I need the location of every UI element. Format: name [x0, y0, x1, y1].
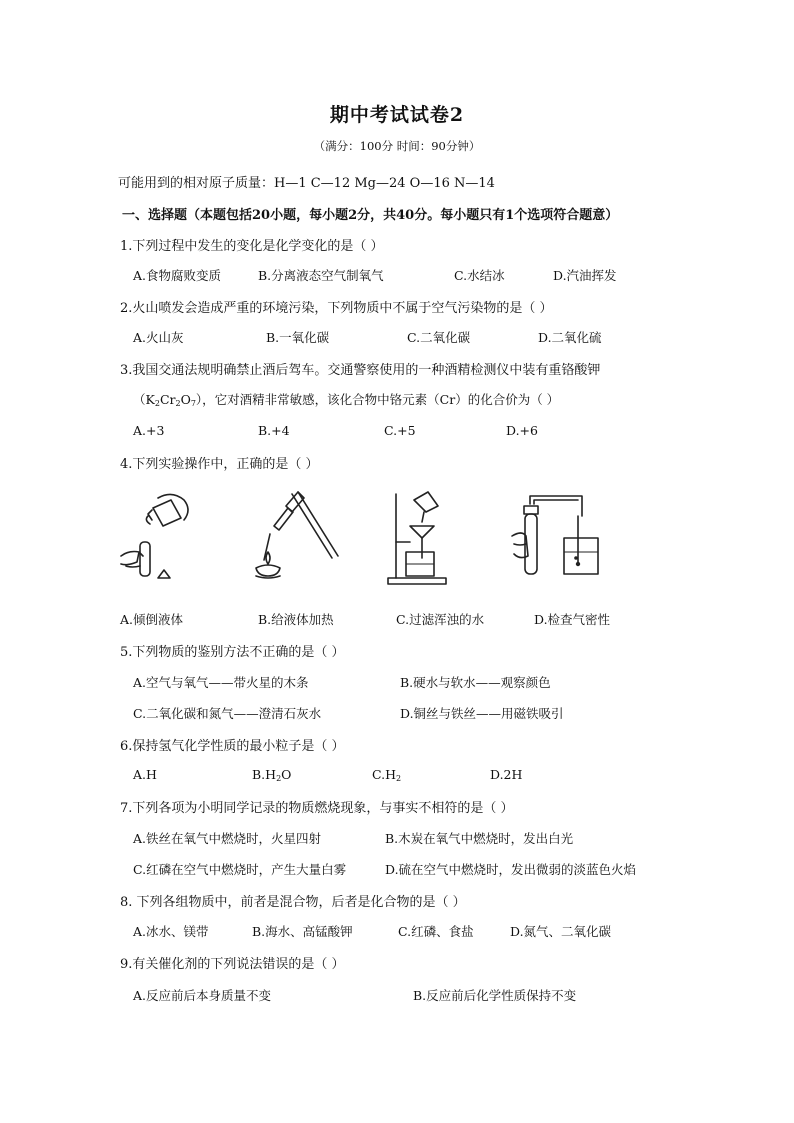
question-1-option-a: A.食物腐败变质	[133, 268, 222, 283]
question-6-option-b: $B.H_2O$	[252, 767, 292, 783]
question-8-option-b: B.海水、高锰酸钾	[252, 924, 353, 939]
question-4-option-a: A.倾倒液体	[120, 612, 184, 627]
section-heading: 一、选择题（本题包括20小题，每小题2分，共40分。每小题只有1个选项符合题意）	[122, 208, 619, 223]
question-3-option-b: B.+4	[258, 423, 290, 438]
question-4-option-c: C.过滤浑浊的水	[396, 612, 485, 627]
question-3-option-a: A.+3	[133, 423, 165, 438]
question-2-option-a: A.火山灰	[133, 330, 184, 345]
question-6-option-c: $C.H_2$	[372, 767, 402, 783]
question-2-stem: 2.火山喷发会造成严重的环境污染，下列物质中不属于空气污染物的是（ ）	[120, 301, 553, 316]
question-6-option-a: A.H	[133, 767, 157, 782]
question-6-option-d: D.2H	[490, 767, 523, 782]
question-2-option-d: D.二氧化硫	[538, 330, 602, 345]
question-5-option-a: A.空气与氧气——带火星的木条	[133, 675, 309, 690]
question-8-option-a: A.冰水、镁带	[133, 924, 209, 939]
question-7-stem: 7.下列各项为小明同学记录的物质燃烧现象，与事实不相符的是（ ）	[120, 801, 514, 816]
question-3-stem: 3.我国交通法规明确禁止酒后驾车。交通警察使用的一种酒精检测仪中装有重铬酸钾	[120, 363, 601, 378]
question-1-option-d: D.汽油挥发	[553, 268, 617, 283]
question-2-option-c: C.二氧化碳	[407, 330, 471, 345]
question-2-option-b: B.一氧化碳	[266, 330, 330, 345]
question-3-option-c: C.+5	[384, 423, 416, 438]
question-5-option-b: B.硬水与软水——观察颜色	[400, 675, 551, 690]
question-8-stem: 8. 下列各组物质中，前者是混合物，后者是化合物的是（ ）	[120, 895, 466, 910]
figure-filtration	[384, 486, 454, 586]
question-7-option-c: C.红磷在空气中燃烧时，产生大量白雾	[133, 862, 347, 877]
question-9-option-b: B.反应前后化学性质保持不变	[413, 988, 577, 1003]
question-1-option-b: B.分离液态空气制氧气	[258, 268, 384, 283]
question-9-stem: 9.有关催化剂的下列说法错误的是（ ）	[120, 957, 345, 972]
question-1-option-c: C.水结冰	[454, 268, 505, 283]
question-6-stem: 6.保持氢气化学性质的最小粒子是（ ）	[120, 739, 345, 754]
question-3-option-d: D.+6	[506, 423, 538, 438]
question-4-option-d: D.检查气密性	[534, 612, 611, 627]
exam-meta: （满分：100分 时间：90分钟）	[313, 139, 481, 153]
question-1-stem: 1.下列过程中发生的变化是化学变化的是（ ）	[120, 239, 384, 254]
question-4-stem: 4.下列实验操作中，正确的是（ ）	[120, 457, 319, 472]
question-5-option-c: C.二氧化碳和氮气——澄清石灰水	[133, 706, 322, 721]
figure-airtightness-check	[510, 486, 610, 586]
question-4-option-b: B.给液体加热	[258, 612, 334, 627]
question-7-option-a: A.铁丝在氧气中燃烧时，火星四射	[133, 831, 322, 846]
atomic-mass-line: 可能用到的相对原子质量：H—1 C—12 Mg—24 O—16 N—14	[118, 176, 495, 191]
figure-pouring-liquid	[118, 486, 198, 586]
question-5-option-d: D.铜丝与铁丝——用磁铁吸引	[400, 706, 564, 721]
question-8-option-c: C.红磷、食盐	[398, 924, 474, 939]
question-3-stem-line-2: $(K_2Cr_2O_7)$，它对酒精非常敏感，该化合物中铬元素（Cr）的化合价为（ ）	[133, 392, 560, 408]
figure-heating-liquid	[248, 486, 348, 586]
question-7-option-b: B.木炭在氧气中燃烧时，发出白光	[385, 831, 574, 846]
page-title: 期中考试试卷2	[329, 104, 465, 126]
question-5-stem: 5.下列物质的鉴别方法不正确的是（ ）	[120, 645, 345, 660]
question-8-option-d: D.氮气、二氧化碳	[510, 924, 612, 939]
question-9-option-a: A.反应前后本身质量不变	[133, 988, 272, 1003]
question-7-option-d: D.硫在空气中燃烧时，发出微弱的淡蓝色火焰	[385, 862, 637, 877]
